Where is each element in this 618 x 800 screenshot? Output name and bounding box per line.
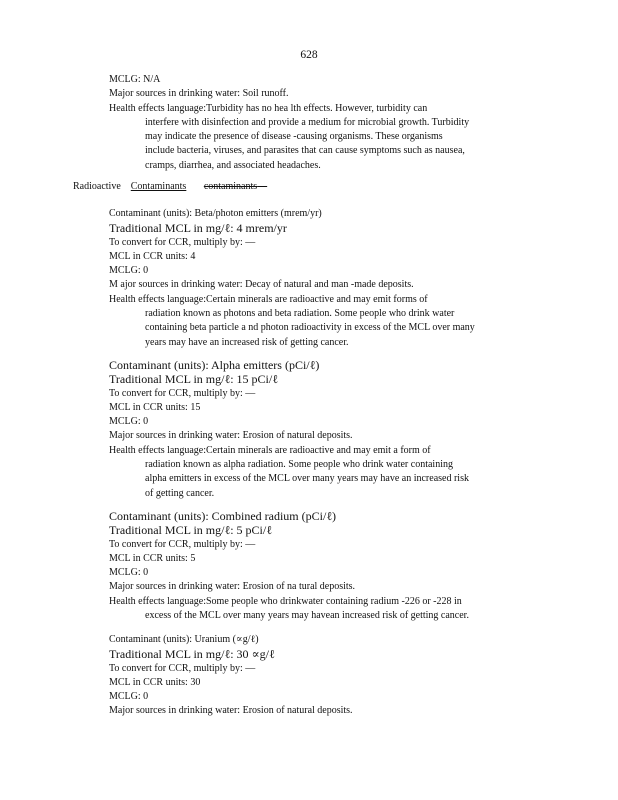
health-line: Health effects language:Certain minerals are radioactive and may emit forms of [109, 293, 428, 305]
heading-deleted-text: contaminants [203, 181, 258, 192]
mcl-ccr-line: MCL in CCR units: 4 [109, 250, 196, 262]
mclg-line: MCLG: 0 [109, 265, 149, 277]
convert-line: To convert for CCR, multiply by: — [109, 662, 256, 674]
health-line: cramps, diarrhea, and associated headaches. [145, 159, 321, 171]
health-line: excess of the MCL over many years may havean increased risk of getting cancer. [145, 610, 469, 622]
contaminant-line: Contaminant (units): Alpha emitters (pCi/ℓ) [109, 358, 320, 372]
traditional-mcl-line: Traditional MCL in mg/ℓ: 4 mrem/yr [109, 221, 287, 236]
mcl-ccr-line: MCL in CCR units: 15 [109, 401, 201, 413]
health-line: years may have an increased risk of getting cancer. [145, 336, 349, 348]
mcl-ccr-line: MCL in CCR units: 5 [109, 552, 196, 564]
traditional-mcl-line: Traditional MCL in mg/ℓ: 15 pCi/ℓ [109, 372, 278, 387]
convert-line: To convert for CCR, multiply by: — [109, 538, 256, 550]
mclg-line: MCLG: 0 [109, 567, 149, 579]
mcl-ccr-line: MCL in CCR units: 30 [109, 676, 201, 688]
page-number: 628 [300, 49, 318, 61]
convert-line: To convert for CCR, multiply by: — [109, 387, 256, 399]
section-heading [73, 181, 267, 192]
sources-line: Major sources in drinking water: Erosion of natural deposits. [109, 430, 353, 442]
health-line: Health effects language:Turbidity has no hea lth effects. However, turbidity can [109, 102, 428, 114]
health-line: interfere with disinfection and provide a medium for microbial growth. Turbidity [145, 116, 470, 128]
mclg-line: MCLG: 0 [109, 416, 149, 428]
health-line: Health effects language:Certain minerals are radioactive and may emit a form of [109, 444, 431, 456]
health-line: containing beta particle a nd photon radioactivity in excess of the MCL over many [145, 322, 475, 334]
convert-line: To convert for CCR, multiply by: — [109, 236, 256, 248]
sources-line: Major sources in drinking water: Erosion of na tural deposits. [109, 581, 356, 593]
mclg-line: MCLG: 0 [109, 691, 149, 703]
traditional-mcl-line: Traditional MCL in mg/ℓ: 5 pCi/ℓ [109, 523, 272, 538]
health-line: may indicate the presence of disease -causing organisms. These organisms [145, 131, 443, 143]
health-line: Health effects language:Some people who drinkwater containing radium -226 or -228 in [109, 595, 462, 607]
mclg-line: MCLG: N/A [109, 74, 161, 85]
traditional-mcl-line: Traditional MCL in mg/ℓ: 30 ∝g/ℓ [109, 647, 275, 662]
radium-block [109, 509, 549, 623]
uranium-block [109, 633, 549, 719]
heading-prefix: Radioactive [73, 181, 121, 192]
turbidity-block [109, 73, 549, 173]
sources-line: Major sources in drinking water: Erosion of natural deposits. [109, 705, 353, 717]
alpha-block [109, 358, 549, 501]
sources-line: Major sources in drinking water: Soil runoff. [109, 88, 289, 100]
health-line: radiation known as photons and beta radiation. Some people who drink water [145, 308, 455, 320]
contaminant-line: Contaminant (units): Uranium (∝g/ℓ) [109, 634, 259, 645]
contaminant-line: Contaminant (units): Beta/photon emitters (mrem/yr) [109, 208, 322, 219]
heading-inserted-text: Contaminants [130, 181, 187, 192]
health-line: of getting cancer. [145, 487, 215, 499]
health-line: radiation known as alpha radiation. Some people who drink water containing [145, 459, 453, 471]
contaminant-line: Contaminant (units): Combined radium (pCi/ℓ) [109, 509, 337, 523]
beta-block [109, 207, 549, 350]
health-line: alpha emitters in excess of the MCL over many years may have an increased risk [145, 473, 469, 485]
sources-line: M ajor sources in drinking water: Decay of natural and man -made deposits. [109, 279, 414, 291]
health-line: include bacteria, viruses, and parasites that can cause symptoms such as nausea, [145, 145, 465, 157]
